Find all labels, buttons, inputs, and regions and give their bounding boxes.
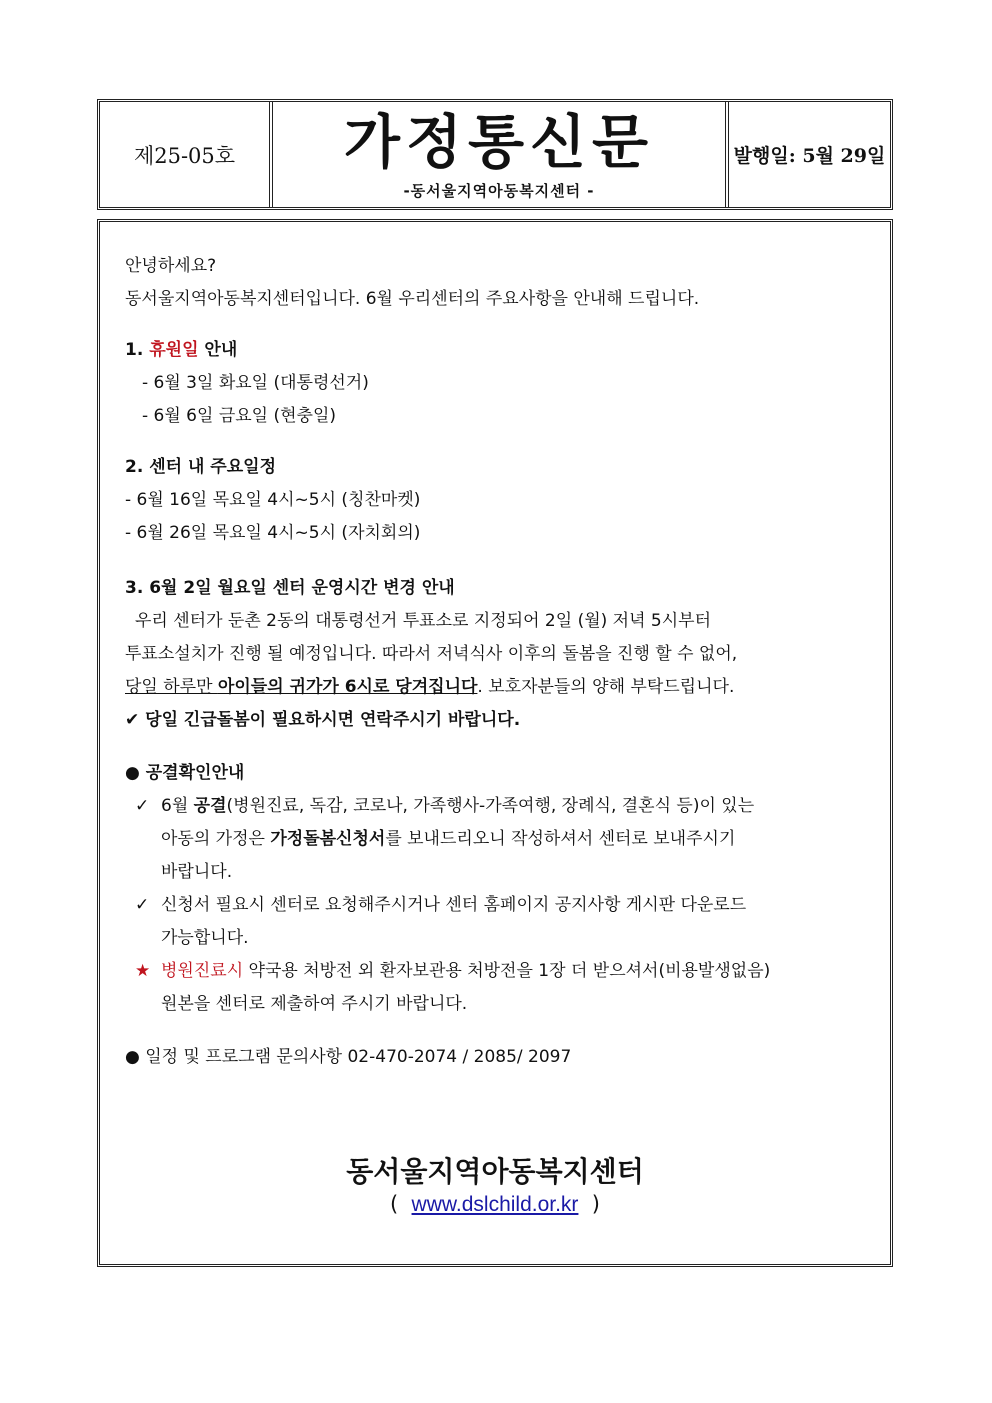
emergency-care-note: ✔ 당일 긴급돌봄이 필요하시면 연락주시기 바랍니다. [125, 710, 521, 730]
greeting-line-1: 안녕하세요? [125, 256, 217, 276]
absence-item-1-form-name: 가정돌봄신청서 [270, 829, 386, 849]
notice-line-3-pre: 당일 하루만 [125, 677, 218, 697]
contact-info: ● 일정 및 프로그램 문의사항 02-470-2074 / 2085/ 2097 [125, 1047, 572, 1067]
schedule-item: - 6월 26일 목요일 4시~5시 (자치회의) [125, 523, 421, 543]
section-1-rest: 안내 [204, 340, 238, 360]
letter-content [125, 250, 873, 1074]
header-table [97, 99, 893, 210]
greeting-line-2: 동서울지역아동복지센터입니다. 6월 우리센터의 주요사항을 안내해 드립니다. [125, 289, 700, 309]
holiday-item: - 6월 6일 금요일 (현충일) [142, 406, 337, 426]
section-3-title: 3. 6월 2일 월요일 센터 운영시간 변경 안내 [125, 578, 455, 598]
absence-item-1-pre: 6월 [161, 796, 194, 816]
page-title: 가정통신문 [343, 108, 655, 176]
absence-item-1-mid: (병원진료, 독감, 코로나, 가족행사-가족여행, 장례식, 결혼식 등)이 있는 [226, 796, 755, 816]
notice-line-3-bold: 아이들의 귀가가 6시로 당겨집니다 [217, 677, 478, 697]
publish-date: 발행일: 5월 29일 [728, 102, 890, 207]
absence-item-3-line-2: 원본을 센터로 제출하여 주시기 바랍니다. [161, 994, 468, 1014]
footer-paren-close: ) [591, 1192, 600, 1216]
absence-item-3-text: 약국용 처방전 외 환자보관용 처방전을 1장 더 받으셔서(비용발생없음) [243, 961, 771, 981]
section-1-title [125, 334, 873, 367]
absence-item-1-line-2 [161, 823, 873, 856]
section-1-highlight: 휴원일 [149, 340, 199, 360]
list-item [135, 790, 873, 889]
schedule-item: - 6월 16일 목요일 4시~5시 (칭찬마켓) [125, 490, 421, 510]
absence-item-2-line-2: 가능합니다. [161, 928, 249, 948]
notice-line-1: 우리 센터가 둔촌 2동의 대통령선거 투표소로 지정되어 2일 (월) 저녁 5시부터 [135, 611, 711, 631]
star-icon: ★ [135, 961, 151, 981]
notice-line-2: 투표소설치가 진행 될 예정입니다. 따라서 저녁식사 이후의 돌봄을 진행 할 수 없어, [125, 644, 738, 664]
title-cell [272, 102, 726, 207]
absence-title: ● 공결확인안내 [125, 763, 245, 783]
absence-list [125, 790, 873, 1021]
footer-url-line [97, 1192, 893, 1217]
absence-item-3-line-1 [161, 955, 873, 988]
check-icon: ✓ [135, 895, 150, 915]
absence-item-2-line-1: 신청서 필요시 센터로 요청해주시거나 센터 홈페이지 공지사항 게시판 다운로드 [161, 895, 747, 915]
absence-item-1-line-2-post: 를 보내드리오니 작성하셔서 센터로 보내주시기 [385, 829, 736, 849]
notice-line-3 [125, 671, 873, 704]
absence-item-1-line-3: 바랍니다. [161, 862, 233, 882]
website-link[interactable]: www.dslchild.or.kr [411, 1193, 579, 1216]
page-subtitle: -동서울지역아동복지센터 - [403, 182, 595, 200]
footer-organization: 동서울지역아동복지센터 [346, 1155, 644, 1188]
issue-number: 제25-05호 [100, 102, 270, 207]
absence-item-1-line-2-pre: 아동의 가정은 [161, 829, 271, 849]
list-item [135, 955, 873, 1021]
check-icon: ✓ [135, 796, 150, 816]
holiday-item: - 6월 3일 화요일 (대통령선거) [142, 373, 369, 393]
absence-item-1-line-1 [161, 790, 873, 823]
section-1-num: 1. [125, 340, 144, 360]
absence-item-3-highlight: 병원진료시 [161, 961, 244, 981]
absence-item-1-bold: 공결 [193, 796, 227, 816]
footer-paren-open: ( [389, 1192, 399, 1216]
notice-line-3-post: . 보호자분들의 양해 부탁드립니다. [477, 677, 735, 697]
section-2-title: 2. 센터 내 주요일정 [125, 457, 276, 477]
list-item [135, 889, 873, 955]
